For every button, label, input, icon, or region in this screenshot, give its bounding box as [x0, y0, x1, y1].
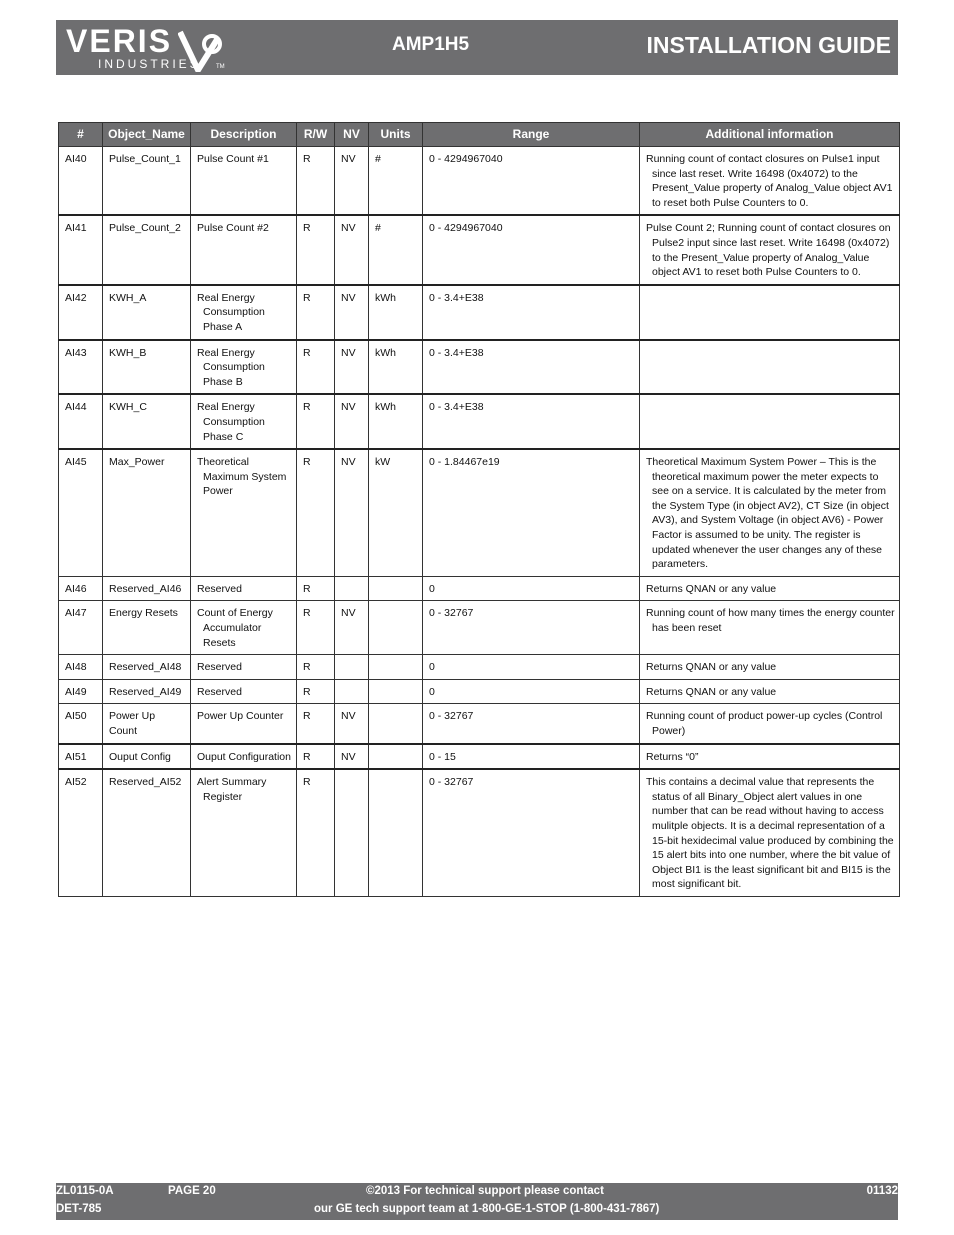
units-text: kWh	[375, 401, 396, 414]
rw-cell	[297, 215, 335, 284]
range-cell	[423, 601, 640, 655]
table-row	[59, 655, 900, 680]
nv-text: NV	[341, 456, 356, 469]
nv-text: NV	[341, 222, 356, 235]
info-text: Running count of product power-up cycles (Control Power)	[646, 710, 883, 737]
rw-text: R	[303, 685, 311, 698]
range-cell	[423, 769, 640, 896]
units-cell	[369, 601, 423, 655]
rw-cell	[297, 285, 335, 340]
info-cell	[640, 215, 900, 284]
object-id-text: AI51	[65, 750, 87, 763]
units-text: kWh	[375, 346, 396, 359]
range-text: 0 - 4294967040	[429, 153, 503, 165]
range-text: 0	[429, 582, 435, 595]
page-header	[56, 20, 898, 75]
rw-text: R	[303, 222, 311, 235]
rw-text: R	[303, 750, 311, 763]
nv-cell	[335, 215, 369, 284]
nv-cell	[335, 394, 369, 449]
units-cell	[369, 147, 423, 216]
description-cell	[191, 394, 297, 449]
table-header-row	[59, 123, 900, 147]
info-cell	[640, 147, 900, 216]
object-id-cell	[59, 147, 103, 216]
column-header: Object_Name	[103, 123, 191, 147]
range-text: 0 - 32767	[429, 776, 474, 789]
object-id-text: AI46	[65, 582, 87, 595]
object-name-text: KWH_C	[109, 401, 147, 414]
rw-cell	[297, 744, 335, 770]
description-text: Count of Energy Accumulator Resets	[197, 607, 273, 649]
info-text: Returns QNAN or any value	[646, 685, 777, 698]
rw-text: R	[303, 291, 311, 304]
nv-cell	[335, 576, 369, 601]
object-name-cell	[103, 449, 191, 576]
object-id-cell	[59, 679, 103, 704]
object-name-cell	[103, 394, 191, 449]
object-name-text: Max_Power	[109, 456, 165, 469]
object-id-cell	[59, 769, 103, 896]
units-text: #	[375, 153, 381, 165]
rw-cell	[297, 655, 335, 680]
description-cell	[191, 769, 297, 896]
description-text: Reserved	[197, 685, 242, 698]
nv-cell	[335, 655, 369, 680]
column-header: Additional information	[640, 123, 900, 147]
range-text: 0 - 3.4+E38	[429, 401, 484, 414]
range-cell	[423, 285, 640, 340]
object-name-text: Reserved_AI52	[109, 776, 182, 789]
table-row	[59, 340, 900, 395]
nv-text: NV	[341, 710, 356, 723]
description-text: Real Energy Consumption Phase A	[197, 291, 265, 333]
range-text: 0 - 1.84467e19	[429, 456, 500, 469]
info-cell	[640, 449, 900, 576]
object-name-text: KWH_B	[109, 346, 147, 359]
description-cell	[191, 147, 297, 216]
info-cell	[640, 394, 900, 449]
object-id-text: AI45	[65, 456, 87, 469]
rw-text: R	[303, 582, 311, 595]
info-text: Running count of contact closures on Pulse1 input since last reset. Write 16498 (0x4072) to the Present_Value property of Analog_Value object AV1 to reset both Pulse Counters to 0.	[646, 153, 893, 209]
info-cell	[640, 340, 900, 395]
object-id-cell	[59, 449, 103, 576]
rw-text: R	[303, 456, 311, 469]
object-name-text: Reserved_AI48	[109, 661, 182, 674]
object-name-cell	[103, 285, 191, 340]
info-cell	[640, 655, 900, 680]
units-cell	[369, 576, 423, 601]
description-cell	[191, 449, 297, 576]
logo-wordmark: VERIS	[66, 23, 173, 59]
range-text: 0	[429, 685, 435, 698]
object-id-cell	[59, 704, 103, 744]
table-row	[59, 704, 900, 744]
table-row	[59, 449, 900, 576]
table-row	[59, 576, 900, 601]
rw-text: R	[303, 607, 311, 620]
table-row	[59, 147, 900, 216]
info-cell	[640, 601, 900, 655]
range-text: 0 - 15	[429, 750, 456, 763]
range-text: 0	[429, 661, 435, 674]
rw-text: R	[303, 710, 311, 723]
object-name-cell	[103, 340, 191, 395]
units-cell	[369, 655, 423, 680]
description-cell	[191, 285, 297, 340]
range-text: 0 - 3.4+E38	[429, 346, 484, 359]
object-id-text: AI48	[65, 661, 87, 674]
object-id-cell	[59, 601, 103, 655]
nv-text: NV	[341, 153, 356, 165]
object-name-cell	[103, 601, 191, 655]
object-name-text: Reserved_AI49	[109, 685, 182, 698]
info-text: This contains a decimal value that represents the status of all Binary_Object alert values in one number that can be read without having to access mulitple objects. It is a decimal representation of a 15-bit hexidecimal value produced by combining the 15 alert bits into one number, where the bit value of Object BI1 is the least significant bit and BI15 is the most significant bit.	[646, 776, 894, 891]
nv-text: NV	[341, 346, 356, 359]
page-footer	[56, 1183, 898, 1220]
description-text: Real Energy Consumption Phase B	[197, 346, 265, 388]
units-cell	[369, 285, 423, 340]
doc-number: ZL0115-0A	[56, 1185, 114, 1197]
rw-text: R	[303, 401, 311, 414]
units-cell	[369, 340, 423, 395]
column-header: Description	[191, 123, 297, 147]
rw-cell	[297, 769, 335, 896]
range-text: 0 - 32767	[429, 607, 474, 620]
object-name-text: KWH_A	[109, 291, 147, 304]
rw-text: R	[303, 346, 311, 359]
range-text: 0 - 3.4+E38	[429, 291, 484, 304]
rw-cell	[297, 449, 335, 576]
object-id-text: AI52	[65, 776, 87, 789]
description-cell	[191, 704, 297, 744]
model-number: AMP1H5	[392, 34, 470, 55]
description-cell	[191, 215, 297, 284]
logo-trademark: TM	[216, 64, 225, 70]
info-cell	[640, 769, 900, 896]
rw-text: R	[303, 661, 311, 674]
units-text: #	[375, 222, 381, 235]
object-id-text: AI41	[65, 222, 87, 235]
units-cell	[369, 744, 423, 770]
object-id-text: AI47	[65, 607, 87, 620]
rw-text: R	[303, 153, 311, 165]
table-row	[59, 394, 900, 449]
info-cell	[640, 576, 900, 601]
range-cell	[423, 655, 640, 680]
info-text: Running count of how many times the energy counter has been reset	[646, 607, 895, 635]
column-header: Range	[423, 123, 640, 147]
description-text: Reserved	[197, 582, 242, 595]
table-row	[59, 679, 900, 704]
object-id-cell	[59, 744, 103, 770]
description-text: Real Energy Consumption Phase C	[197, 401, 265, 443]
description-text: Power Up Counter	[197, 710, 284, 723]
range-cell	[423, 704, 640, 744]
object-name-text: Energy Resets	[109, 607, 178, 620]
object-name-text: Reserved_AI46	[109, 582, 182, 595]
units-cell	[369, 215, 423, 284]
nv-cell	[335, 769, 369, 896]
object-name-cell	[103, 679, 191, 704]
object-name-cell	[103, 704, 191, 744]
table-row	[59, 285, 900, 340]
range-cell	[423, 215, 640, 284]
units-text: kW	[375, 456, 391, 469]
description-cell	[191, 744, 297, 770]
support-line-1: ©2013 For technical support please contact	[366, 1185, 604, 1197]
page-number: PAGE 20	[168, 1185, 216, 1197]
object-id-cell	[59, 285, 103, 340]
object-id-cell	[59, 394, 103, 449]
units-cell	[369, 704, 423, 744]
range-cell	[423, 147, 640, 216]
object-id-text: AI50	[65, 710, 87, 723]
object-name-text: Pulse_Count_1	[109, 153, 181, 165]
range-cell	[423, 394, 640, 449]
veris-logo	[66, 24, 236, 72]
object-name-text: Pulse_Count_2	[109, 222, 181, 235]
table-row	[59, 744, 900, 770]
table-row	[59, 769, 900, 896]
units-cell	[369, 679, 423, 704]
object-name-cell	[103, 215, 191, 284]
range-cell	[423, 449, 640, 576]
table-row	[59, 215, 900, 284]
units-cell	[369, 449, 423, 576]
rw-cell	[297, 679, 335, 704]
nv-cell	[335, 147, 369, 216]
nv-cell	[335, 340, 369, 395]
description-text: Reserved	[197, 661, 242, 674]
rw-cell	[297, 394, 335, 449]
object-name-cell	[103, 655, 191, 680]
object-name-text: Ouput Config	[109, 750, 171, 763]
info-text: Returns “0”	[646, 750, 699, 763]
nv-cell	[335, 704, 369, 744]
units-cell	[369, 769, 423, 896]
object-name-cell	[103, 147, 191, 216]
nv-text: NV	[341, 607, 356, 620]
nv-text: NV	[341, 401, 356, 414]
det-number: DET-785	[56, 1203, 102, 1215]
info-text: Returns QNAN or any value	[646, 661, 777, 674]
rw-cell	[297, 576, 335, 601]
range-text: 0 - 4294967040	[429, 222, 503, 235]
units-text: kWh	[375, 291, 396, 304]
info-cell	[640, 285, 900, 340]
object-id-text: AI43	[65, 346, 87, 359]
description-text: Ouput Configuration	[197, 750, 291, 763]
column-header: R/W	[297, 123, 335, 147]
rw-cell	[297, 340, 335, 395]
object-id-text: AI49	[65, 685, 87, 698]
nv-cell	[335, 679, 369, 704]
column-header: NV	[335, 123, 369, 147]
object-name-cell	[103, 744, 191, 770]
info-text: Pulse Count 2; Running count of contact closures on Pulse2 input since last reset. Write 16498 (0x4072) to the Present_Value property of Analog_Value object AV1 to reset both Pulse Counters to 0.	[646, 222, 891, 279]
info-text: Returns QNAN or any value	[646, 582, 777, 595]
description-cell	[191, 340, 297, 395]
info-cell	[640, 679, 900, 704]
object-name-cell	[103, 769, 191, 896]
object-table	[58, 122, 900, 897]
object-id-cell	[59, 215, 103, 284]
description-text: Alert Summary Register	[197, 776, 267, 803]
nv-cell	[335, 285, 369, 340]
range-cell	[423, 744, 640, 770]
rw-cell	[297, 601, 335, 655]
range-cell	[423, 340, 640, 395]
description-cell	[191, 679, 297, 704]
object-id-cell	[59, 655, 103, 680]
description-text: Pulse Count #1	[197, 153, 269, 165]
object-id-text: AI40	[65, 153, 87, 165]
object-name-cell	[103, 576, 191, 601]
description-text: Theoretical Maximum System Power	[197, 456, 287, 498]
units-cell	[369, 394, 423, 449]
rw-cell	[297, 704, 335, 744]
description-cell	[191, 576, 297, 601]
rw-text: R	[303, 776, 311, 789]
object-name-text: Power Up Count	[109, 710, 156, 737]
support-line-2: our GE tech support team at 1-800-GE-1-STOP (1-800-431-7867)	[314, 1203, 660, 1215]
nv-cell	[335, 449, 369, 576]
description-cell	[191, 655, 297, 680]
nv-text: NV	[341, 291, 356, 304]
range-cell	[423, 679, 640, 704]
description-cell	[191, 601, 297, 655]
column-header: #	[59, 123, 103, 147]
nv-text: NV	[341, 750, 356, 763]
object-id-cell	[59, 340, 103, 395]
object-id-cell	[59, 576, 103, 601]
range-cell	[423, 576, 640, 601]
column-header: Units	[369, 123, 423, 147]
table-body	[59, 147, 900, 897]
date-code: 01132	[866, 1185, 898, 1197]
info-text: Theoretical Maximum System Power – This is the theoretical maximum power the meter expects to see on a service. It is calculated by the meter from the System Type (in object AV2), CT Size (in object AV3), and System Voltage (in object AV6) - Power Factor is assumed to be unity. The register is updated whenever the user changes any of these parameters.	[646, 456, 889, 571]
document-title: INSTALLATION GUIDE	[646, 32, 891, 58]
table-row	[59, 601, 900, 655]
info-cell	[640, 704, 900, 744]
info-cell	[640, 744, 900, 770]
object-id-text: AI42	[65, 291, 87, 304]
object-id-text: AI44	[65, 401, 87, 414]
logo-subtitle: INDUSTRIES	[98, 57, 201, 71]
description-text: Pulse Count #2	[197, 222, 269, 235]
nv-cell	[335, 744, 369, 770]
range-text: 0 - 32767	[429, 710, 474, 723]
nv-cell	[335, 601, 369, 655]
rw-cell	[297, 147, 335, 216]
